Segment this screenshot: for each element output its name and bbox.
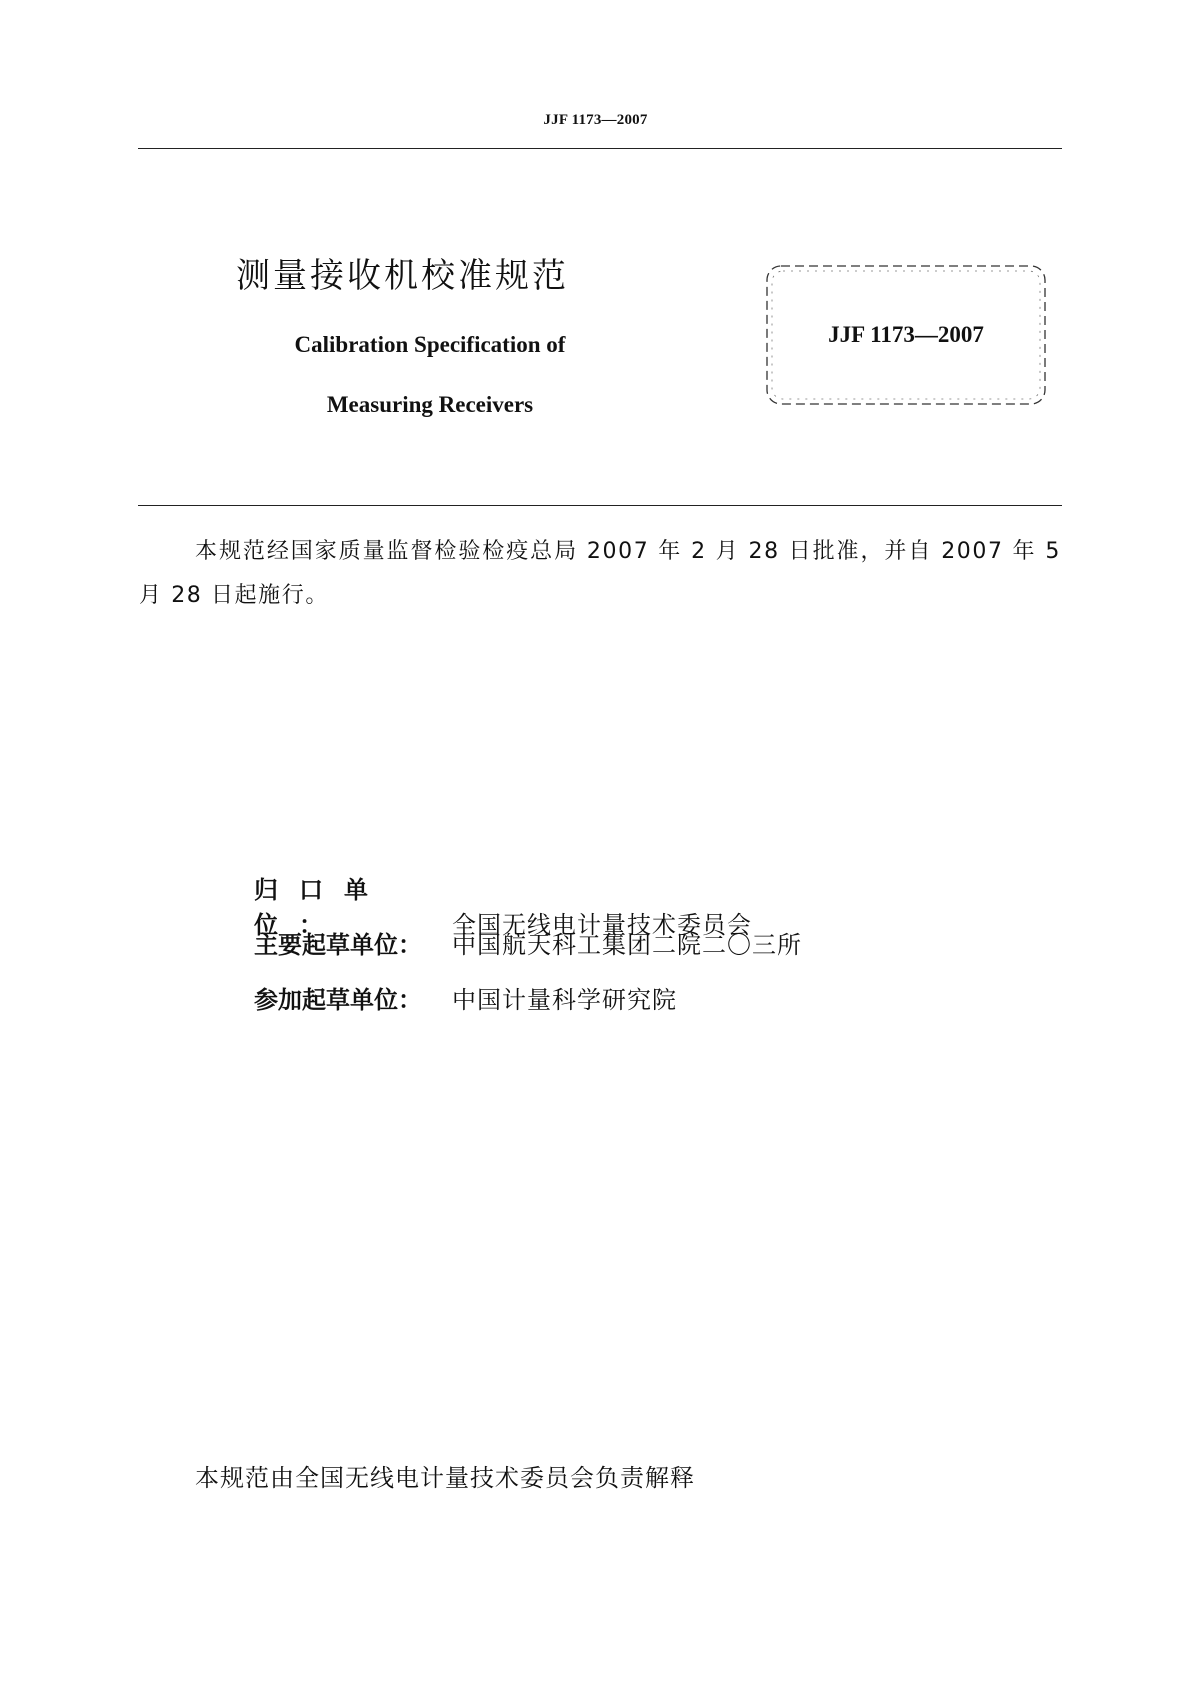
code-box: [761, 260, 1051, 410]
section-rule: [138, 505, 1062, 506]
interpretation-note: 本规范由全国无线电计量技术委员会负责解释: [195, 1464, 695, 1492]
info-value: 全国无线电计量技术委员会: [452, 911, 752, 939]
info-label: 参加起草单位：: [254, 986, 422, 1014]
info-line-participating-drafter: [254, 980, 677, 1015]
info-value: 中国航天科工集团二院二〇三所: [452, 931, 802, 959]
title-english-line-1: Calibration Specification of: [294, 332, 566, 357]
header-code: JJF 1173—2007: [543, 112, 648, 128]
header-rule: [138, 148, 1062, 149]
approval-statement: 本规范经国家质量监督检验检疫总局 2007 年 2 月 28 日批准，并自 2007 年 5 月 28 日起施行。: [139, 539, 1061, 608]
info-label: 主要起草单位：: [254, 931, 422, 959]
title-chinese: 测量接收机校准规范: [236, 256, 569, 296]
code-box-text: JJF 1173—2007: [828, 322, 984, 347]
info-value: 中国计量科学研究院: [452, 986, 677, 1014]
info-label: 归口单位：: [254, 876, 389, 939]
info-line-main-drafter: [254, 925, 802, 960]
title-english-line-2: Measuring Receivers: [326, 392, 534, 417]
